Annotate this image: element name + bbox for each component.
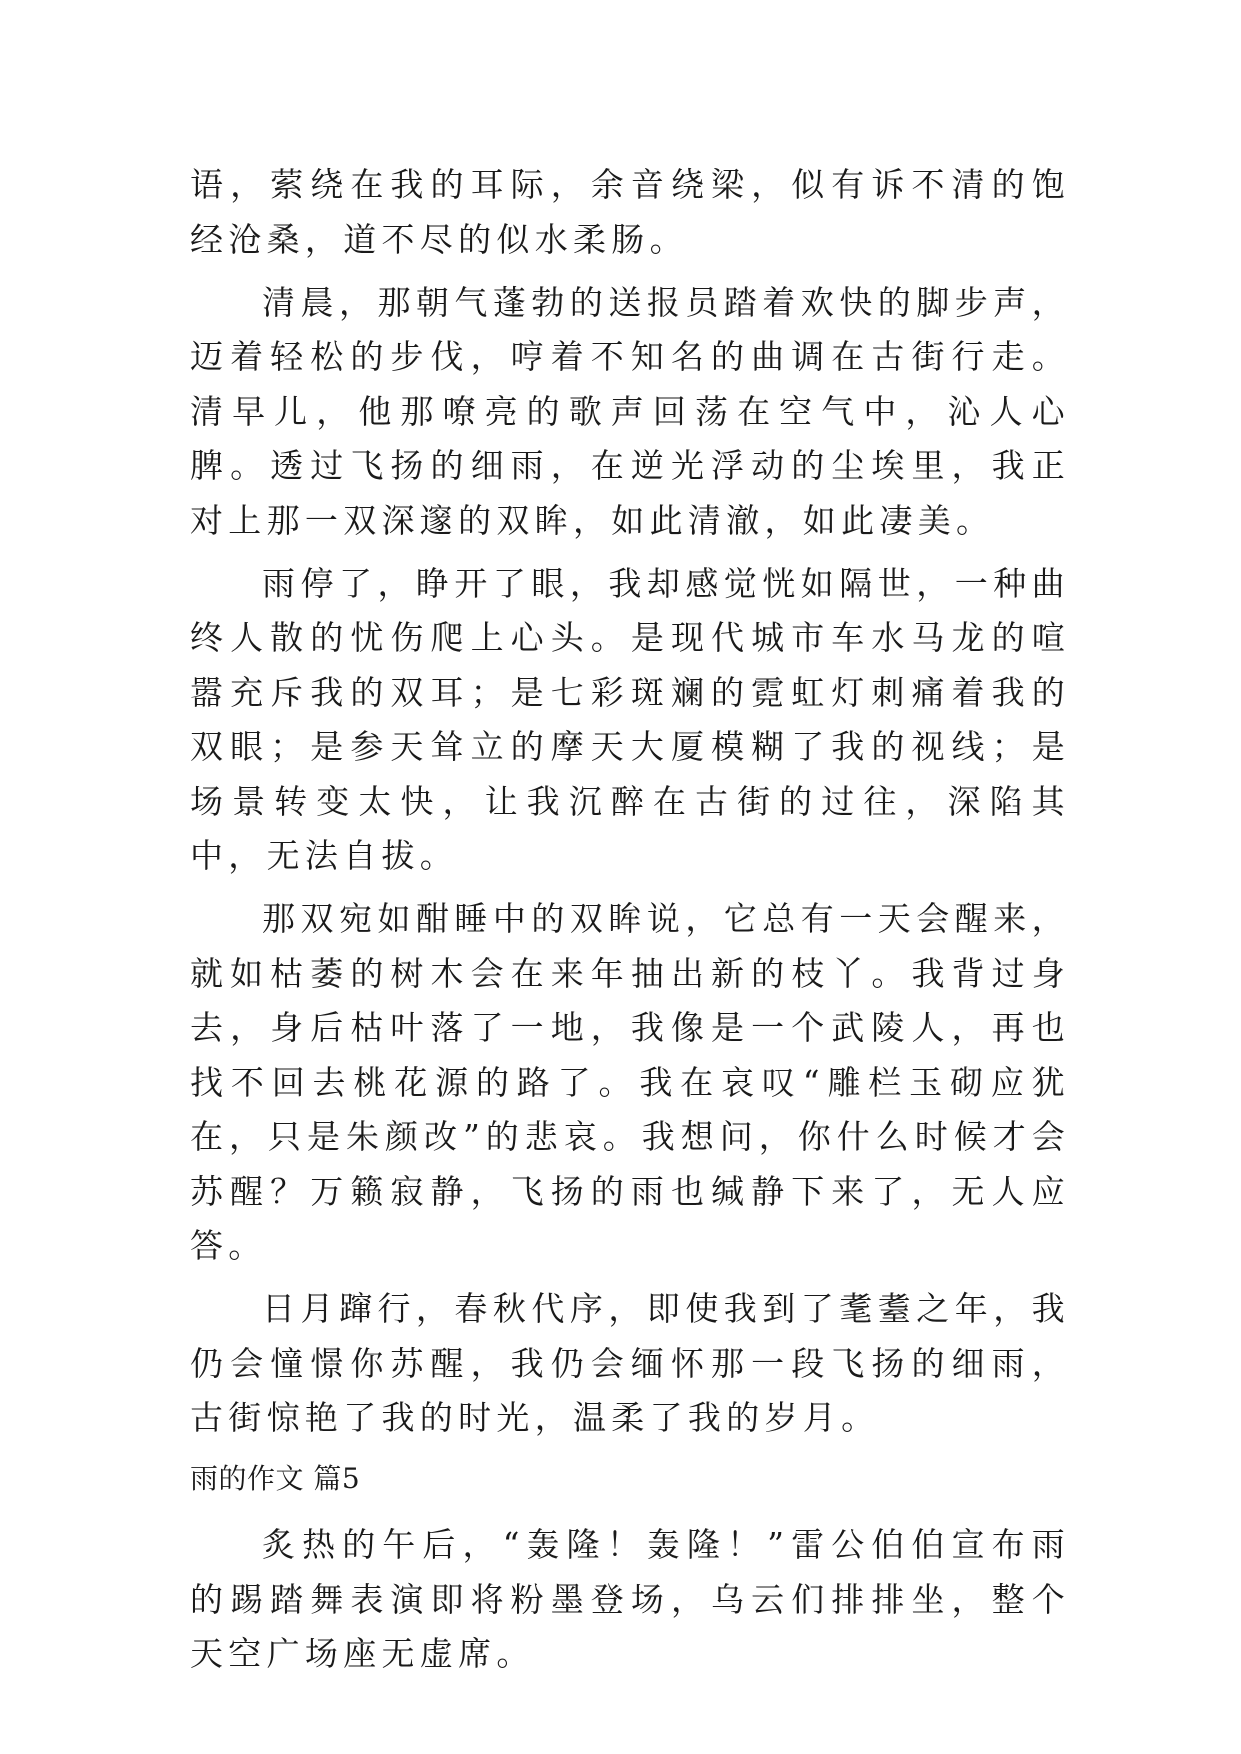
paragraph: 炙热的午后，“轰隆！轰隆！”雷公伯伯宣布雨的踢踏舞表演即将粉墨登场，乌云们排排坐，整个天空广场座无虚席。	[190, 1525, 1070, 1673]
paragraph: 清晨，那朝气蓬勃的送报员踏着欢快的脚步声，迈着轻松的步伐，哼着不知名的曲调在古街行走。清早儿，他那嘹亮的歌声回荡在空气中，沁人心脾。透过飞扬的细雨，在逆光浮动的尘埃里，我正对上那一双深邃的双眸，如此清澈，如此凄美。	[190, 282, 1070, 540]
paragraph: 日月蹿行，春秋代序，即使我到了耄耋之年，我仍会憧憬你苏醒，我仍会缅怀那一段飞扬的细雨，古街惊艳了我的时光，温柔了我的岁月。	[190, 1289, 1070, 1437]
document-body	[190, 158, 1070, 1690]
paragraph: 那双宛如酣睡中的双眸说，它总有一天会醒来，就如枯萎的树木会在来年抽出新的枝丫。我背过身去，身后枯叶落了一地，我像是一个武陵人，再也找不回去桃花源的路了。我在哀叹“雕栏玉砌应犹在，只是朱颜改”的悲哀。我想问，你什么时候才会苏醒？万籁寂静，飞扬的雨也缄静下来了，无人应答。	[190, 899, 1070, 1265]
section-heading: 雨的作文 篇5	[190, 1462, 361, 1495]
paragraph: 雨停了，睁开了眼，我却感觉恍如隔世，一种曲终人散的忧伤爬上心头。是现代城市车水马龙的喧嚣充斥我的双耳；是七彩斑斓的霓虹灯刺痛着我的双眼；是参天耸立的摩天大厦模糊了我的视线；是场景转变太快，让我沉醉在古街的过往，深陷其中，无法自拔。	[190, 563, 1070, 875]
paragraph: 语，萦绕在我的耳际，余音绕梁，似有诉不清的饱经沧桑，道不尽的似水柔肠。	[190, 165, 1070, 259]
